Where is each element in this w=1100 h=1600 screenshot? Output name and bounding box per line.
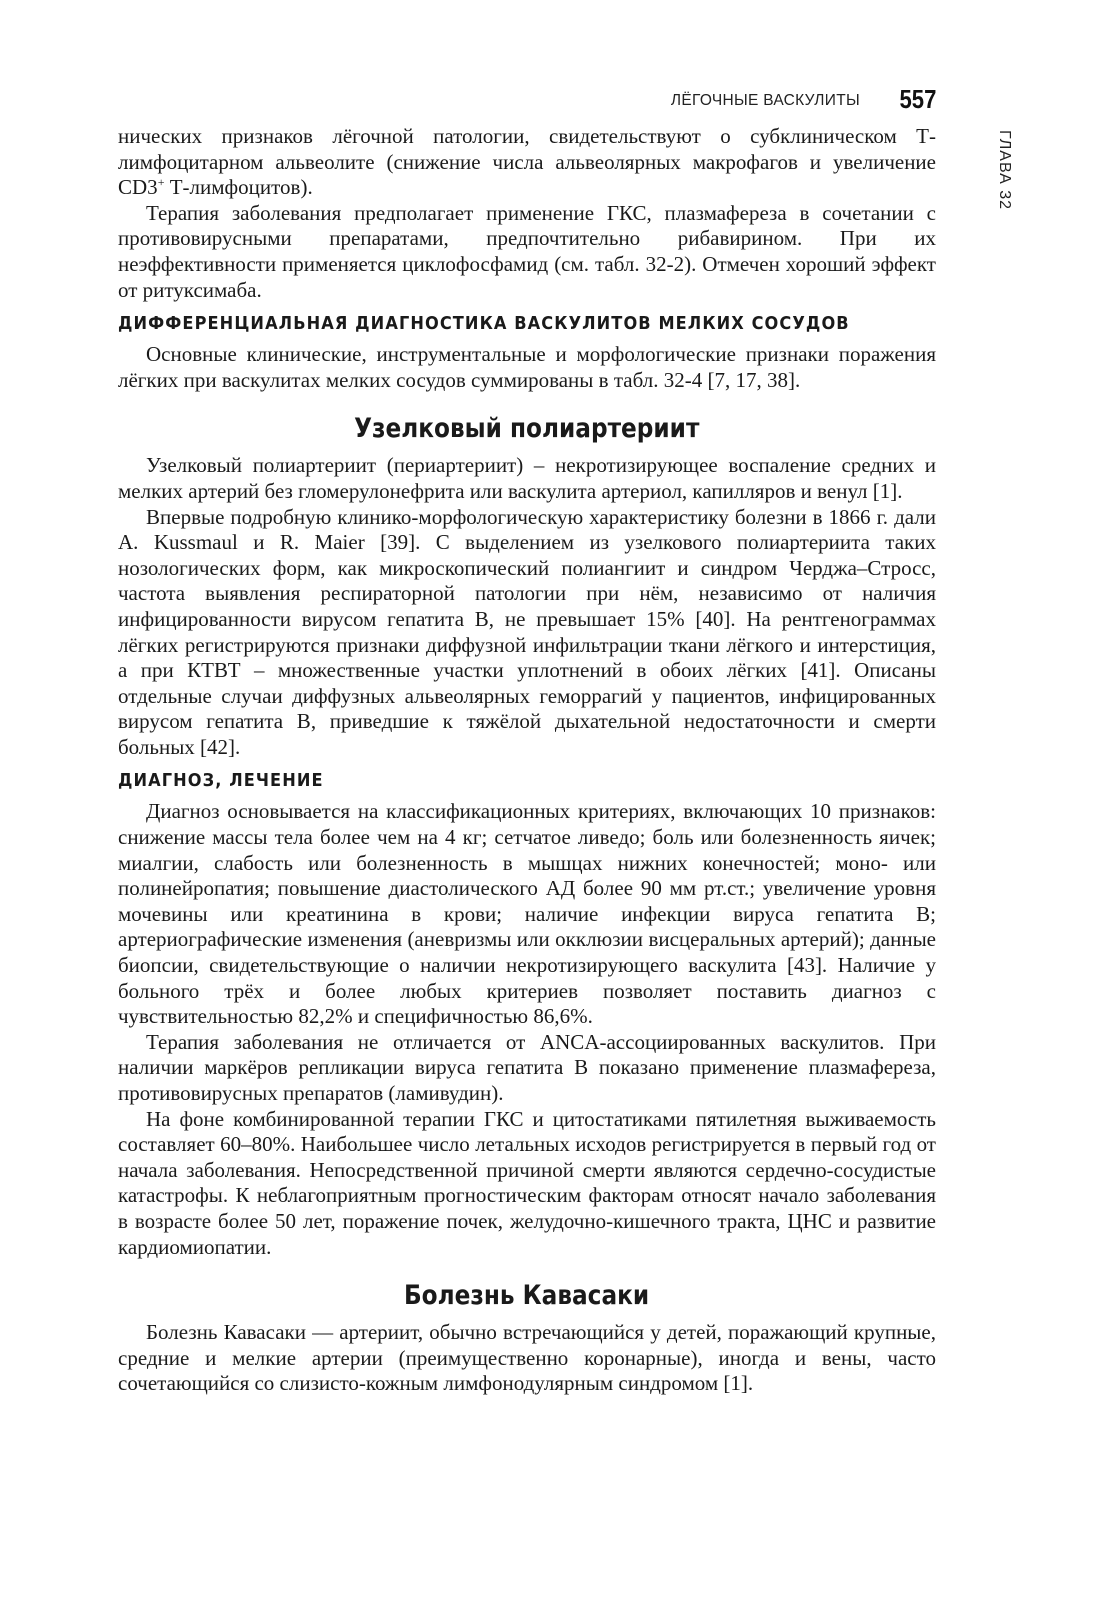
paragraph-kawasaki: Болезнь Кавасаки — артериит, обычно встречающийся у детей, поражающий крупные, средние и мелкие артерии (преимущественно коронарные), иногда и вены, часто сочетающийся со слизисто-кожным лимфонодулярным синдромом [1]. [118, 1320, 936, 1396]
paragraph-therapy: Терапия заболевания предполагает применение ГКС, плазмафереза в сочетании с противовирусными препаратами, предпочтительно рибавирином. При их неэффективности применяется циклофосфамид (см. табл. 32-2). Отмечен хороший эффект от ритуксимаба. [118, 200, 936, 302]
heading-polyarteritis [118, 411, 936, 447]
subheading-differential-diagnosis: ДИФФЕРЕНЦИАЛЬНАЯ ДИАГНОСТИКА ВАСКУЛИТОВ МЕЛКИХ СОСУДОВ [118, 313, 850, 335]
paragraph-text-tail: Т-лимфоцитов). [164, 175, 313, 200]
paragraph-differential: Основные клинические, инструментальные и морфологические признаки поражения лёгких при васкулитах мелких сосудов суммированы в табл. 32-4 [7, 17, 38]. [118, 342, 936, 392]
page-content [118, 124, 936, 1397]
subheading-diagnosis-treatment: ДИАГНОЗ, ЛЕЧЕНИЕ [118, 770, 324, 792]
paragraph-text: нических признаков лёгочной патологии, свидетельствуют о субклиническом Т-лимфоцитарном альвеолите (снижение числа альвеолярных макрофагов и увеличение CD3 [118, 124, 936, 200]
superscript: + [157, 175, 165, 190]
running-title: ЛЁГОЧНЫЕ ВАСКУЛИТЫ [670, 92, 860, 109]
page-header [118, 86, 936, 120]
paragraph-definition: Узелковый полиартериит (периартериит) – некротизирующее воспаление средних и мелких артерий без гломерулонефрита или васкулита артериол, капилляров и венул [1]. [118, 453, 936, 503]
heading-kawasaki [118, 1278, 936, 1314]
heading-text: Болезнь Кавасаки [404, 1280, 650, 1312]
page-number: 557 [899, 84, 936, 114]
paragraph-prognosis: На фоне комбинированной терапии ГКС и цитостатиками пятилетняя выживаемость составляет 60–80%. Наибольшее число летальных исходов регистрируется в первый год от начала заболевания. Непосредственной причиной смерти являются сердечно-сосудистые катастрофы. К неблагоприятным прогностическим факторам относят начало заболевания в возрасте более 50 лет, поражение почек, желудочно-кишечного тракта, ЦНС и развитие кардиомиопатии. [118, 1106, 936, 1259]
paragraph-continuation [118, 124, 936, 201]
paragraph-diagnosis: Диагноз основывается на классификационных критериях, включающих 10 признаков: снижение массы тела более чем на 4 кг; сетчатое ливедо; боль или болезненность яичек; миалгии, слабость или болезненность в мышцах нижних конечностей; моно- или полинейропатия; повышение диастолического АД более 90 мм рт.ст.; увеличение уровня мочевины или креатинина в крови; наличие инфекции вируса гепатита В; артериографические изменения (аневризмы или окклюзии висцеральных артерий); данные биопсии, свидетельствующие о наличии некротизирующего васкулита [43]. Наличие у больного трёх и более любых критериев позволяет поставить диагноз с чувствительностью 82,2% и специфичностью 86,6%. [118, 799, 936, 1029]
chapter-label-text: ГЛАВА 32 [996, 130, 1013, 210]
paragraph-treatment: Терапия заболевания не отличается от ANCA-ассоциированных васкулитов. При наличии маркёров репликации вируса гепатита В показано применение плазмафереза, противовирусных препаратов (ламивудин). [118, 1029, 936, 1105]
heading-text: Узелковый полиартериит [354, 413, 700, 445]
paragraph-history: Впервые подробную клинико-морфологическую характеристику болезни в 1866 г. дали A. Kussmaul и R. Maier [39]. С выделением из узелкового полиартериита таких нозологических форм, как микроскопический полиангиит и синдром Черджа–Стросс, частота выявления респираторной патологии при нём, независимо от наличия инфицированности вирусом гепатита В, не превышает 15% [40]. На рентгенограммах лёгких регистрируются признаки диффузной инфильтрации ткани лёгкого и интерстиция, а при КТВТ – множественные участки уплотнений в обоих лёгких [41]. Описаны отдельные случаи диффузных альвеолярных геморрагий у пациентов, инфицированных вирусом гепатита В, приведшие к тяжёлой дыхательной недостаточности и смерти больных [42]. [118, 504, 936, 759]
